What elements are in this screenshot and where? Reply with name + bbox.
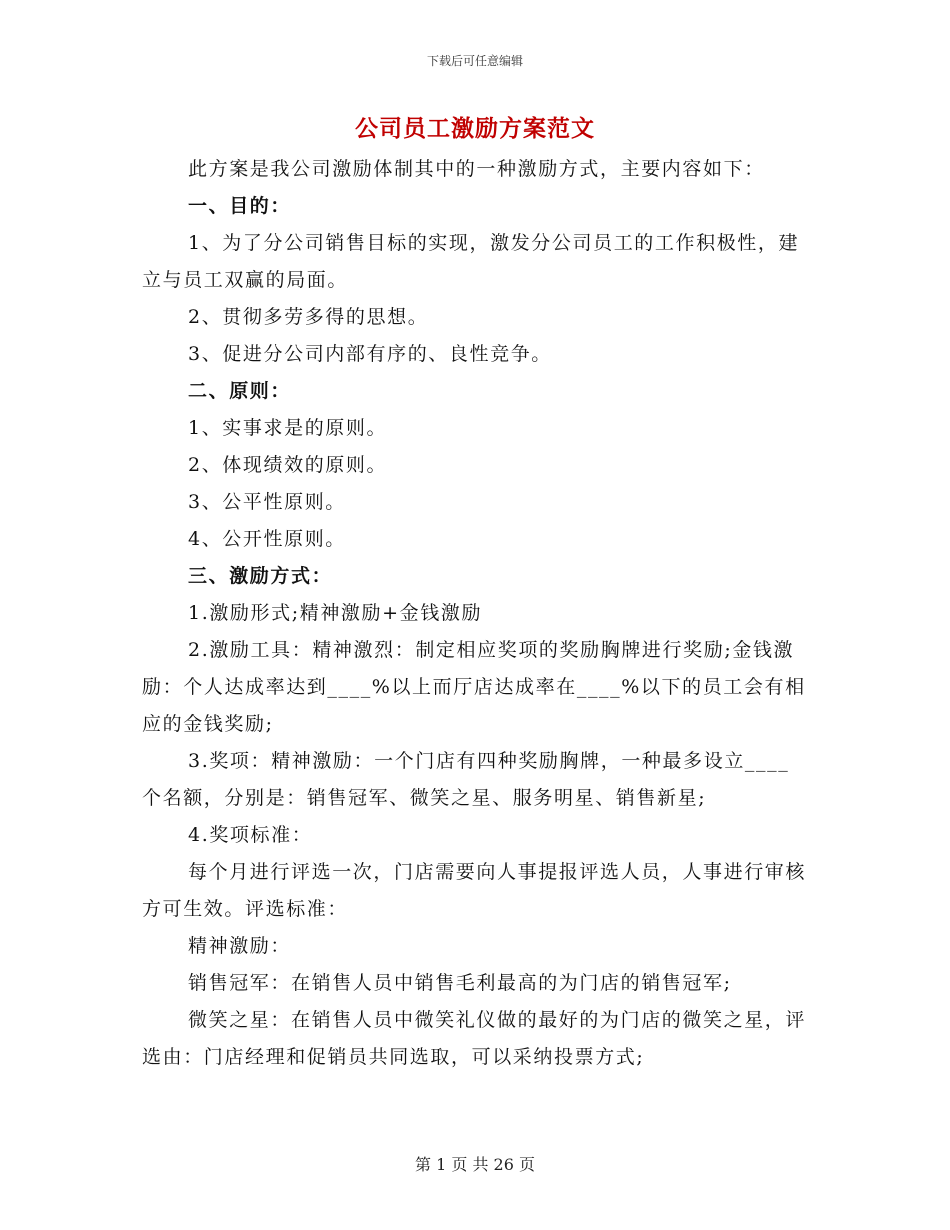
- method-item-2: 2.激励工具：精神激烈：制定相应奖项的奖励胸牌进行奖励;金钱激励：个人达成率达到____%以上而厅店达成率在____%以下的员工会有相应的金钱奖励;: [142, 639, 806, 735]
- method-item-3: 3.奖项：精神激励：一个门店有四种奖励胸牌，一种最多设立____个名额，分别是：销售冠军、微笑之星、服务明星、销售新星;: [142, 750, 790, 809]
- page-footer: 第 1 页 共 26 页: [415, 1155, 535, 1174]
- section-heading-purpose: 一、目的：: [188, 195, 292, 217]
- principle-item-1: 1、实事求是的原则。: [188, 417, 388, 439]
- method-item-4: 4.奖项标准：: [188, 824, 313, 846]
- principle-item-2: 2、体现绩效的原则。: [188, 454, 388, 476]
- evaluation-paragraph: 每个月进行评选一次，门店需要向人事提报评选人员，人事进行审核方可生效。评选标准：: [142, 861, 807, 920]
- smile-star-paragraph: 微笑之星：在销售人员中微笑礼仪做的最好的为门店的微笑之星，评选由：门店经理和促销员共同选取，可以采纳投票方式;: [142, 1009, 807, 1068]
- section-heading-methods: 三、激励方式：: [188, 565, 333, 587]
- sales-champion-paragraph: 销售冠军：在销售人员中销售毛利最高的为门店的销售冠军;: [188, 972, 732, 994]
- page-header: 下载后可任意编辑: [426, 54, 523, 68]
- principle-item-3: 3、公平性原则。: [188, 491, 346, 513]
- purpose-item-1: 1、为了分公司销售目标的实现，激发分公司员工的工作积极性，建立与员工双赢的局面。: [142, 232, 800, 291]
- document-body: [142, 151, 808, 1076]
- intro-paragraph: 此方案是我公司激励体制其中的一种激励方式，主要内容如下：: [188, 158, 765, 180]
- method-item-1: 1.激励形式;精神激励+金钱激励: [188, 602, 483, 624]
- document-title: 公司员工激励方案范文: [355, 115, 595, 142]
- principle-item-4: 4、公开性原则。: [188, 528, 346, 550]
- section-heading-principles: 二、原则：: [188, 380, 292, 402]
- spiritual-incentive-label: 精神激励：: [188, 935, 292, 957]
- purpose-item-2: 2、贯彻多劳多得的思想。: [188, 306, 429, 328]
- purpose-item-3: 3、促进分公司内部有序的、良性竞争。: [188, 343, 552, 365]
